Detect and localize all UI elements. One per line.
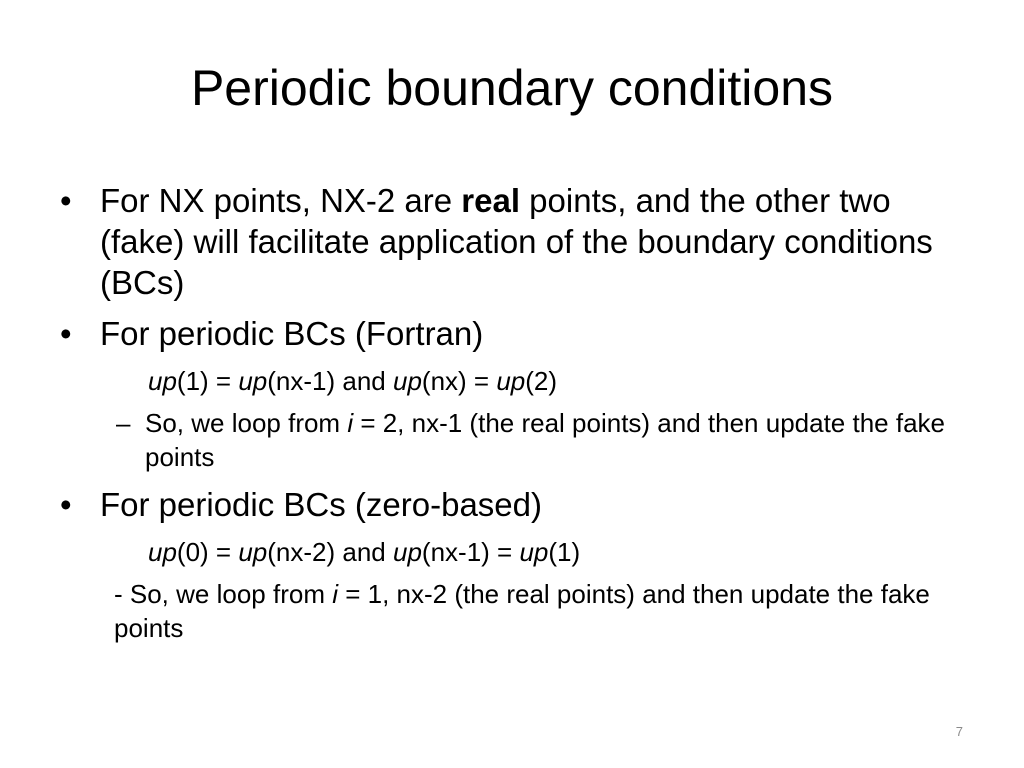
formula-var: up bbox=[519, 537, 549, 567]
formula-var: up bbox=[238, 537, 268, 567]
slide-content bbox=[58, 180, 963, 645]
sub-text-part2: = 2, nx-1 (the real points) and then update the fake points bbox=[145, 408, 945, 472]
bullet-text: For periodic BCs (Fortran) bbox=[100, 315, 484, 352]
bullet-text-part1: For NX points, NX-2 are bbox=[100, 182, 462, 219]
sub-item-zero-based-loop bbox=[58, 577, 954, 645]
formula-var: up bbox=[148, 537, 177, 567]
sub-text-part2: = 1, nx-2 (the real points) and then update the fake points bbox=[114, 579, 930, 643]
formula-text: (2) bbox=[525, 366, 558, 396]
bullet-bold-word: real bbox=[461, 182, 521, 219]
formula-text: (0) = bbox=[176, 537, 239, 567]
loop-variable: i bbox=[332, 579, 338, 609]
formula-var: up bbox=[496, 366, 526, 396]
formula-var: up bbox=[393, 366, 422, 396]
formula-fortran bbox=[58, 364, 963, 398]
formula-text: (1) = bbox=[176, 366, 239, 396]
formula-text: (nx-2) and bbox=[267, 537, 393, 567]
bullet-item-zero-based bbox=[58, 484, 963, 525]
bullet-item-points bbox=[58, 180, 963, 303]
formula-var: up bbox=[393, 537, 422, 567]
formula-text: (1) bbox=[548, 537, 581, 567]
page-number: 7 bbox=[955, 724, 963, 739]
dash-symbol: – bbox=[116, 408, 131, 438]
formula-text: (nx-1) = bbox=[421, 537, 520, 567]
sub-text-part1: So, we loop from bbox=[145, 408, 348, 438]
sub-text-part1: - So, we loop from bbox=[114, 579, 333, 609]
bullet-symbol: • bbox=[60, 315, 72, 352]
formula-var: up bbox=[238, 366, 268, 396]
sub-item-fortran-loop bbox=[58, 406, 963, 474]
slide-title: Periodic boundary conditions bbox=[190, 60, 834, 116]
formula-zero-based bbox=[58, 535, 963, 569]
formula-text: (nx-1) and bbox=[267, 366, 393, 396]
loop-variable: i bbox=[347, 408, 354, 438]
bullet-text: For periodic BCs (zero-based) bbox=[100, 486, 542, 523]
formula-var: up bbox=[148, 366, 177, 396]
bullet-symbol: • bbox=[60, 486, 72, 523]
bullet-symbol: • bbox=[60, 182, 72, 219]
formula-text: (nx) = bbox=[421, 366, 497, 396]
bullet-text-part2: points, and the other two (fake) will facilitate application of the boundary conditions (BCs) bbox=[100, 182, 933, 301]
bullet-item-fortran bbox=[58, 313, 963, 354]
